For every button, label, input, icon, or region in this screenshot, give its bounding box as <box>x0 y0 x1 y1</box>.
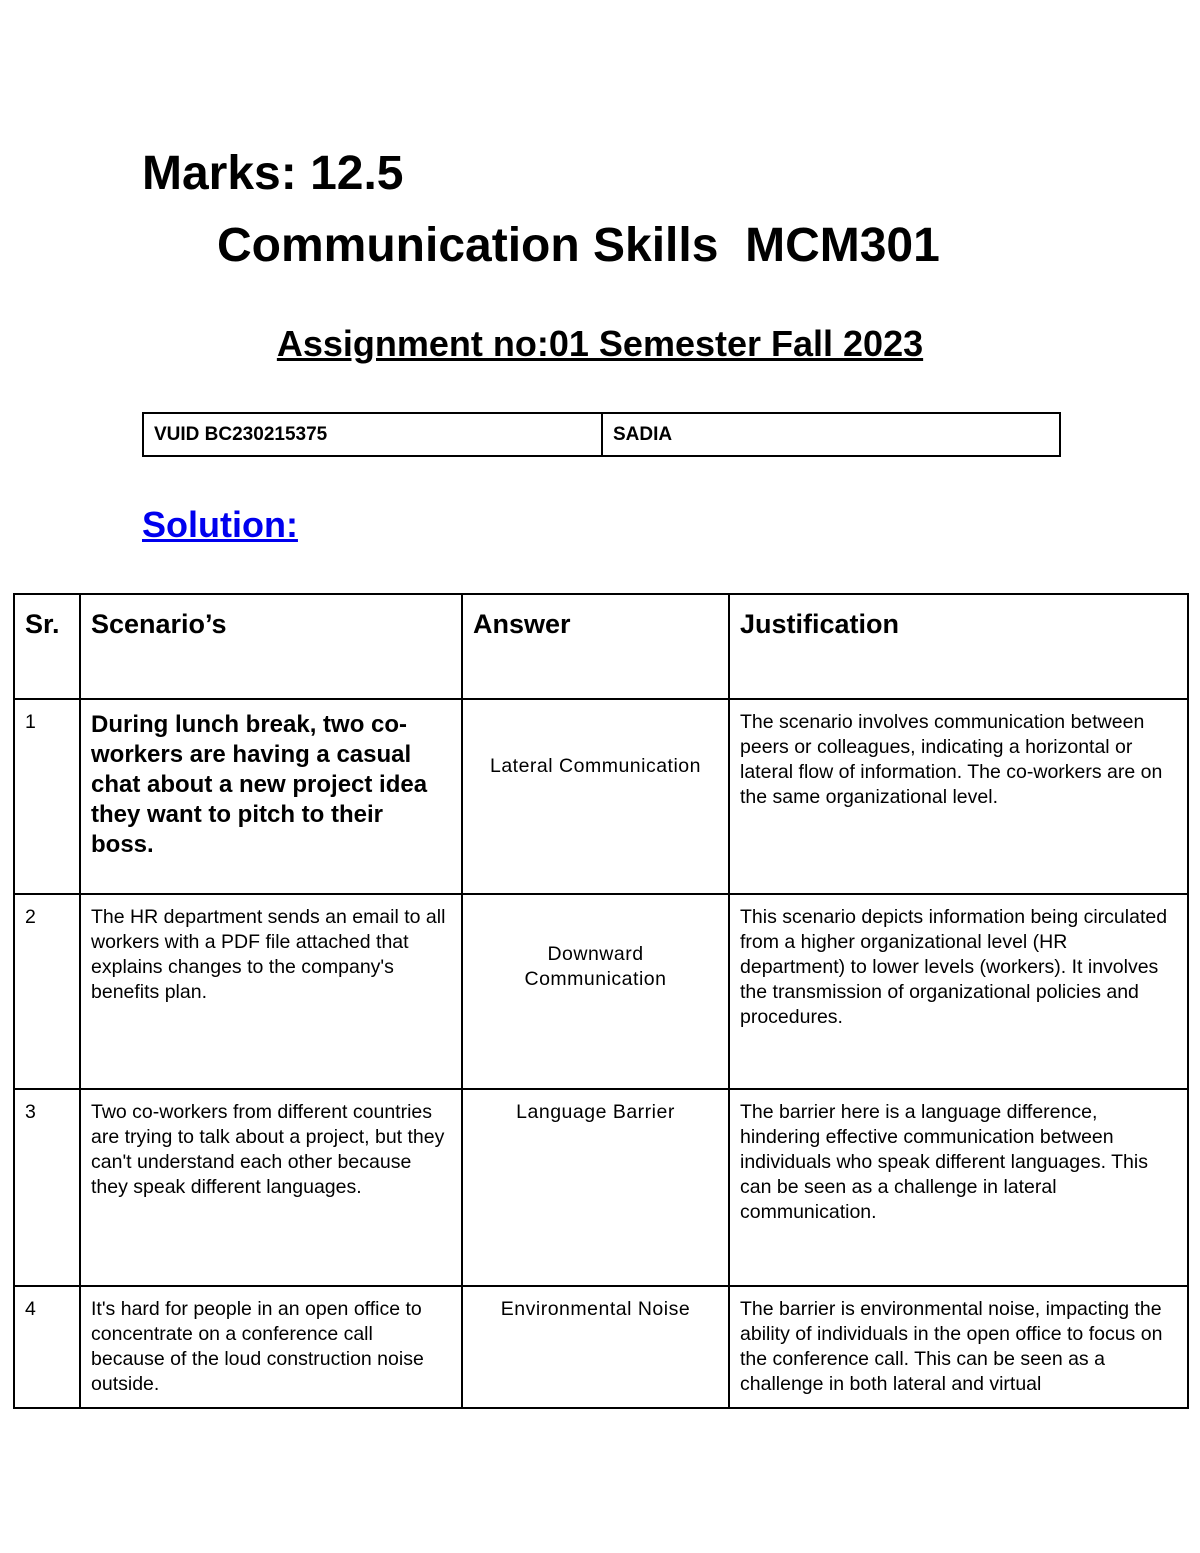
row-sr: 3 <box>14 1089 80 1286</box>
solution-heading: Solution: <box>142 504 298 545</box>
row-scenario: It's hard for people in an open office to concentrate on a conference call because of the loud construction noise outside. <box>80 1286 462 1408</box>
table-header-row <box>14 594 1188 699</box>
answers-table <box>13 593 1189 1409</box>
row-justification: The scenario involves communication between peers or colleagues, indicating a horizontal or lateral flow of information. The co-workers are on the same organizational level. <box>729 699 1188 894</box>
row-scenario: During lunch break, two co-workers are having a casual chat about a new project idea they want to pitch to their boss. <box>80 699 462 894</box>
row-answer: Environmental Noise <box>462 1286 729 1408</box>
student-name-cell: SADIA <box>602 413 1060 456</box>
student-info-table <box>142 412 1061 457</box>
table-row <box>14 894 1188 1089</box>
assignment-title: Assignment no:01 Semester Fall 2023 <box>276 323 924 364</box>
table-row <box>14 1089 1188 1286</box>
header-justification: Justification <box>729 594 1188 699</box>
row-scenario: Two co-workers from different countries are trying to talk about a project, but they can't understand each other because they speak different languages. <box>80 1089 462 1286</box>
marks-heading: Marks: 12.5 <box>142 147 404 200</box>
table-row <box>14 1286 1188 1408</box>
header-scenario: Scenario’s <box>80 594 462 699</box>
row-justification: The barrier is environmental noise, impacting the ability of individuals in the open office to focus on the conference call. This can be seen as a challenge in both lateral and virtual <box>729 1286 1188 1408</box>
row-justification: The barrier here is a language difference, hindering effective communication between individuals who speak different languages. This can be seen as a challenge in lateral communication. <box>729 1089 1188 1286</box>
row-scenario: The HR department sends an email to all workers with a PDF file attached that explains changes to the company's benefits plan. <box>80 894 462 1089</box>
header-answer: Answer <box>462 594 729 699</box>
course-title: Communication Skills MCM301 <box>217 219 940 272</box>
row-answer: Downward Communication <box>462 894 729 1089</box>
table-row <box>14 699 1188 894</box>
row-sr: 2 <box>14 894 80 1089</box>
row-answer: Lateral Communication <box>462 699 729 894</box>
student-info-row <box>143 413 1060 456</box>
vuid-cell: VUID BC230215375 <box>143 413 602 456</box>
row-sr: 4 <box>14 1286 80 1408</box>
row-sr: 1 <box>14 699 80 894</box>
row-justification: This scenario depicts information being circulated from a higher organizational level (HR department) to lower levels (workers). It involves the transmission of organizational policies and procedures. <box>729 894 1188 1089</box>
header-sr: Sr. <box>14 594 80 699</box>
row-answer: Language Barrier <box>462 1089 729 1286</box>
